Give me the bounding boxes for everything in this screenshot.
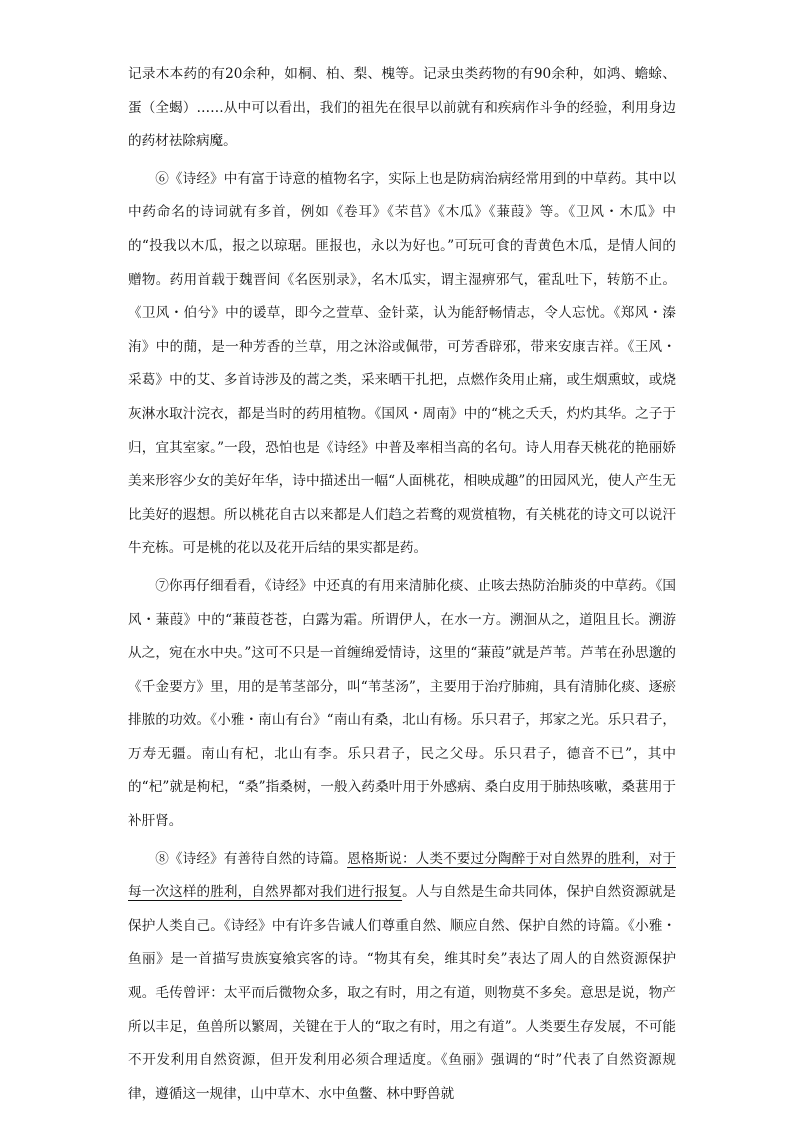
paragraph-8-rest: 。人与自然是生命共同体，保护自然资源就是保护人类自己。《诗经》中有许多告诫人们尊重自然、顺应自然、保护自然的诗篇。《小雅・鱼丽》是一首描写贵族宴飨宾客的诗。“物其有矣，维其时矣”表达了周人的自然资源保护观。毛传曾评：太平而后微物众多，取之有时，用之有道，则物莫不多矣。意思是说，物产所以丰足，鱼兽所以繁周，关键在于人的“取之有时，用之有道”。人类要生存发展，不可能不开发利用自然资源，但开发利用必须合理适度。《鱼丽》强调的“时”代表了自然资源规律，遵循这一规律，山中草木、水中鱼鳖、林中野兽就 bbox=[128, 884, 677, 1102]
paragraph-continued: 记录木本药的有20余种，如桐、柏、梨、槐等。记录虫类药物的有90余种，如鸿、蟾蜍、蛋（全蝎）……从中可以看出，我们的祖先在很早以前就有和疾病作斗争的经验，利用身边的药材祛除病魔。 bbox=[128, 66, 676, 150]
paragraph-6: ⑥《诗经》中有富于诗意的植物名字，实际上也是防病治病经常用到的中草药。其中以中药命名的诗词就有多首，例如《卷耳》《芣苢》《木瓜》《蒹葭》等。《卫风・木瓜》中的“投我以木瓜，报之以琼琚。匪报也，永以为好也。”可玩可食的青黄色木瓜，是情人间的赠物。药用首载于魏晋间《名医别录》，名木瓜实，谓主湿痹邪气，霍乱吐下，转筋不止。《卫风・伯兮》中的谖草，即今之萱草、金针菜，认为能舒畅情志，令人忘忧。《郑风・溱洧》中的蕑，是一种芳香的兰草，用之沐浴或佩带，可芳香辟邪，带来安康吉祥。《王风・采葛》中的艾、多首诗涉及的蒿之类，采来晒干扎把，点燃作灸用止痛，或生烟熏蚊，或烧灰淋水取汁浣衣，都是当时的药用植物。《国风・周南》中的“桃之夭夭，灼灼其华。之子于归，宜其室家。”一段，恐怕也是《诗经》中普及率相当高的名句。诗人用春天桃花的艳丽娇美来形容少女的美好年华，诗中描述出一幅“人面桃花，相映成趣”的田园风光，使人产生无比美好的遐想。所以桃花自古以来都是人们趋之若鹜的观赏植物，有关桃花的诗文可以说汗牛充栋。可是桃的花以及花开后结的果实都是药。 bbox=[128, 170, 676, 557]
document-page bbox=[128, 58, 676, 1111]
paragraph-7: ⑦你再仔细看看，《诗经》中还真的有用来清肺化痰、止咳去热防治肺炎的中草药。《国风・蒹葭》中的“蒹葭苍苍，白露为霜。所谓伊人，在水一方。溯洄从之，道阻且长。溯游从之，宛在水中央。”这可不只是一首缠绵爱情诗，这里的“蒹葭”就是芦苇。芦苇在孙思邈的《千金要方》里，用的是苇茎部分，叫“苇茎汤”，主要用于治疗肺痈，具有清肺化痰、逐瘀排脓的功效。《小雅・南山有台》“南山有桑，北山有杨。乐只君子，邦家之光。乐只君子，万寿无疆。南山有杞，北山有李。乐只君子，民之父母。乐只君子，德音不已”，其中的“杞”就是枸杞，“桑”指桑树，一般入药桑叶用于外感病、桑白皮用于肺热咳嗽，桑葚用于补肝肾。 bbox=[128, 577, 676, 830]
underlined-quote: 恩格斯说：人类不要过分陶醉于对自然界的胜利，对于每一次这样的胜利，自然界都对我们进行报复 bbox=[128, 850, 676, 901]
paragraph-8 bbox=[128, 843, 676, 1112]
paragraph-8-lead: ⑧《诗经》有善待自然的诗篇。 bbox=[155, 850, 348, 867]
